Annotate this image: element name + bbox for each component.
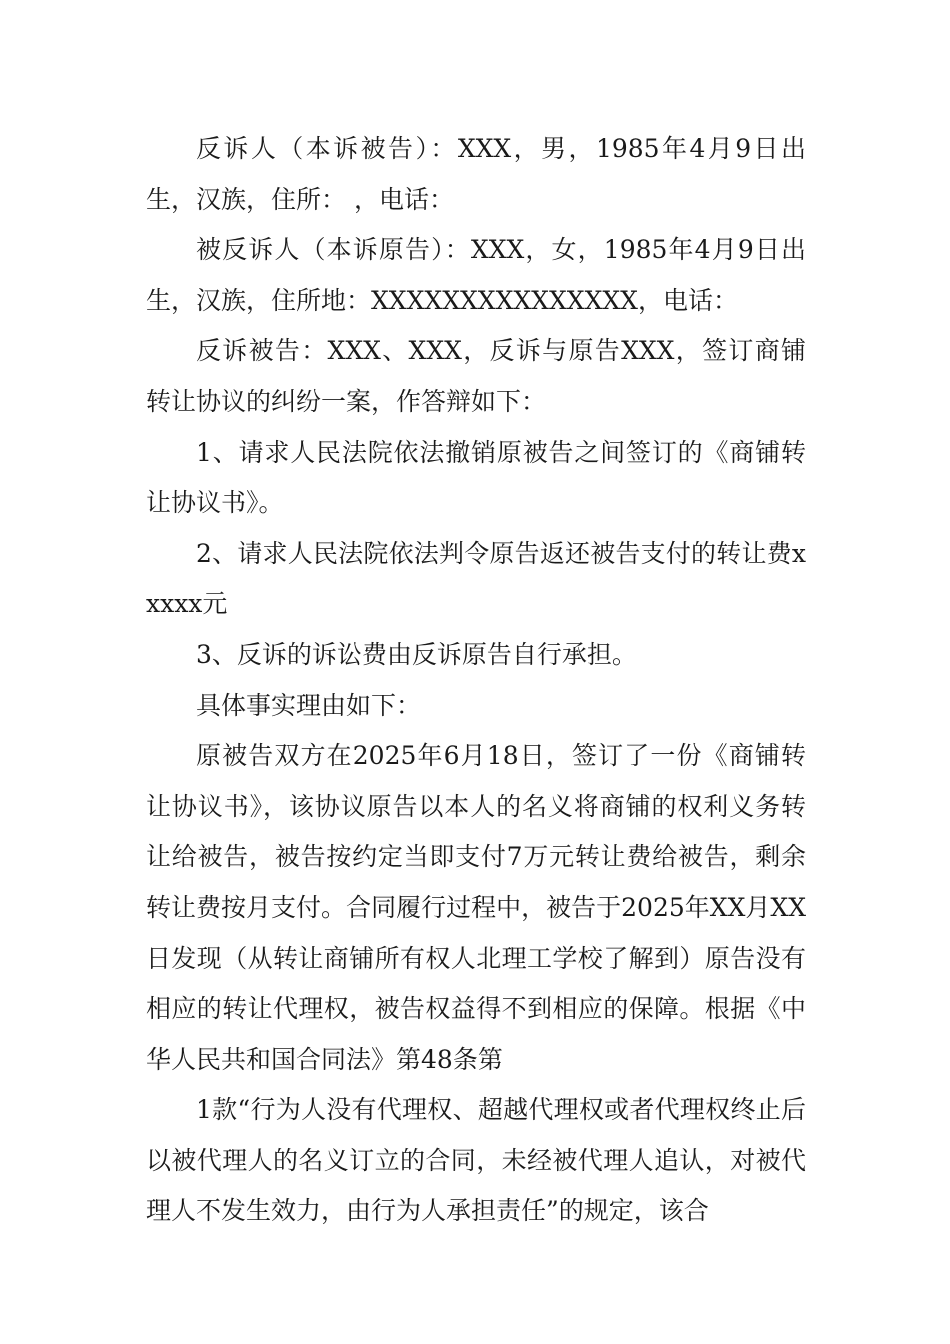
paragraph-request-2: 2、请求人民法院依法判令原告返还被告支付的转让费xxxxx元: [146, 538, 806, 619]
paragraph-legal-basis: 1款“行为人没有代理权、超越代理权或者代理权终止后以被代理人的名义订立的合同，未经被代理人追认，对被代理人不发生效力，由行为人承担责任”的规定，该合: [146, 1095, 806, 1226]
paragraph-counterclaim-defendant: 被反诉人（本诉原告）：XXX，女，1985年4月9日出生，汉族，住所地：XXXXXXXXXXXXXXX，电话：: [146, 235, 806, 315]
paragraph-facts-heading: 具体事实理由如下：: [196, 690, 422, 720]
paragraph-request-1: 1、请求人民法院依法撤销原被告之间签订的《商铺转让协议书》。: [146, 437, 806, 518]
paragraph-facts: 原被告双方在2025年6月18日，签订了一份《商铺转让协议书》，该协议原告以本人的名义将商铺的权利义务转让给被告，被告按约定当即支付7万元转让费给被告，剩余转让费按月支付。合同履行过程中，被告于2025年XX月XX日发现（从转让商铺所有权人北理工学校了解到）原告没有相应的转让代理权，被告权益得不到相应的保障。根据《中华人民共和国合同法》第48条第: [146, 741, 806, 1074]
document-body: [146, 124, 806, 1237]
paragraph-request-3: 3、反诉的诉讼费由反诉原告自行承担。: [196, 639, 637, 669]
paragraph-counterclaimant: 反诉人（本诉被告）：XXX，男，1985年4月9日出生，汉族，住所： ，电话：: [146, 134, 806, 214]
paragraph-case-intro: 反诉被告：XXX、XXX，反诉与原告XXX，签订商铺转让协议的纠纷一案，作答辩如下：: [146, 336, 806, 416]
